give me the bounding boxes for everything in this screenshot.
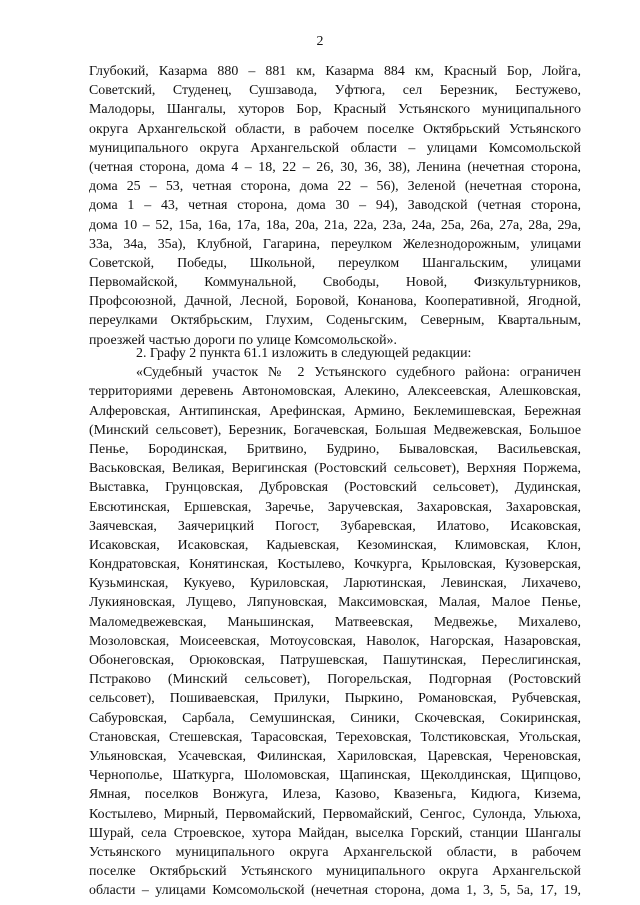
- text-line: Чернополье, Шаткурга, Шоломовская, Щапинская, Щеколдинская, Щипцово,: [89, 768, 581, 784]
- text-line: Выставка, Грунцовская, Дубровская (Ростовский сельсовет), Дудинская,: [89, 480, 581, 496]
- text-line: Мозоловская, Моисеевская, Мотоусовская, Наволок, Нагорская, Назаровская,: [89, 633, 581, 649]
- text-line: Пенье, Бородинская, Бритвино, Будрино, Бываловская, Васильевская,: [89, 441, 581, 457]
- text-line: области – улицами Комсомольской (нечетная сторона, дома 1, 3, 5, 5а, 17, 19,: [89, 883, 581, 899]
- text-line: Сабуровская, Сарбала, Семушинская, Синики, Скочевская, Сокиринская,: [89, 710, 581, 726]
- text-line: Становская, Стешевская, Тарасовская, Тереховская, Толстиковская, Угольская,: [89, 729, 581, 745]
- text-line: Профсоюзной, Дачной, Лесной, Боровой, Конанова, Кооперативной, Ягодной,: [89, 294, 581, 310]
- text-line: Евсютинская, Ершевская, Заречье, Заручевская, Захаровская, Захаровская,: [89, 499, 581, 515]
- amendment-section: [89, 344, 581, 900]
- text-line: Шурай, села Строевское, хутора Майдан, выселка Горский, станции Шангалы: [89, 825, 581, 841]
- text-line: (Минский сельсовет), Березник, Богачевская, Большая Медвежевская, Большое: [89, 422, 581, 438]
- text-line: 33а, 34а, 35а), Клубной, Гагарина, переулком Железнодорожным, улицами: [89, 236, 581, 252]
- text-line: сельсовет), Пошиваевская, Прилуки, Пыркино, Романовская, Рубчевская,: [89, 691, 581, 707]
- text-line: проезжей частью дороги по улице Комсомольской».: [89, 332, 397, 348]
- text-line: Маломедвежевская, Маньшинская, Матвеевская, Медвежье, Михалево,: [89, 614, 581, 630]
- text-line: дома 25 – 53, четная сторона, дома 22 – 56), Зеленой (нечетная сторона,: [89, 179, 581, 195]
- text-line: Советской, Победы, Школьной, переулком Шангальским, улицами: [89, 255, 581, 271]
- text-line: Устьянского муниципального округа Архангельской области, в рабочем: [89, 844, 581, 860]
- text-line: Советский, Студенец, Сушзавода, Уфтюга, сел Березник, Бестужево,: [89, 83, 581, 99]
- text-line: Ульяновская, Усачевская, Филинская, Хариловская, Царевская, Череновская,: [89, 748, 581, 764]
- text-line: Исаковская, Исаковская, Кадыевская, Кезоминская, Климовская, Клон,: [89, 537, 581, 553]
- text-line: Пстраково (Минский сельсовет), Погорельская, Подгорная (Ростовский: [89, 672, 581, 688]
- text-line: Заячевская, Заячерицкий Погост, Зубаревская, Илатово, Исаковская,: [89, 518, 581, 534]
- text-line: Лукияновская, Лущево, Ляпуновская, Максимовская, Малая, Малое Пенье,: [89, 595, 581, 611]
- page-number: 2: [316, 34, 324, 49]
- text-line: муниципального округа Архангельской области – улицами Комсомольской: [89, 140, 581, 156]
- paragraph-continuation: [89, 62, 581, 350]
- text-line: Кондратовская, Конятинская, Костылево, Кочкурга, Крыловская, Кузоверская,: [89, 557, 581, 573]
- text-line: (четная сторона, дома 4 – 18, 22 – 26, 30, 36, 38), Ленина (нечетная сторона,: [89, 159, 581, 175]
- text-line: Глубокий, Казарма 880 – 881 км, Казарма 884 км, Красный Бор, Лойга,: [89, 64, 581, 79]
- text-line: Первомайской, Коммунальной, Свободы, Новой, Физкультурников,: [89, 275, 581, 291]
- text-line: поселке Октябрьский Устьянского муниципального округа Архангельской: [89, 864, 581, 880]
- amendment-heading: 2. Графу 2 пункта 61.1 изложить в следующей редакции:: [136, 346, 472, 361]
- text-line: территориями деревень Автономовская, Алекино, Алексеевская, Алешковская,: [89, 384, 581, 400]
- text-line: дома 10 – 52, 15а, 16а, 17а, 18а, 20а, 21а, 22а, 23а, 24а, 25а, 26а, 27а, 28а, 29а,: [89, 217, 581, 233]
- text-line: Алферовская, Антипинская, Арефинская, Армино, Беклемишевская, Бережная: [89, 403, 581, 419]
- text-line: Костылево, Мирный, Первомайский, Первомайский, Сенгос, Сулонда, Ульюха,: [89, 806, 581, 822]
- text-line: Кузьминская, Кукуево, Куриловская, Ларютинская, Левинская, Лихачево,: [89, 576, 581, 592]
- text-line: Васьковская, Великая, Веригинская (Ростовский сельсовет), Верхняя Поржема,: [89, 461, 581, 477]
- text-line: Обонеговская, Орюковская, Патрушевская, Пашутинская, Переслигинская,: [89, 653, 581, 668]
- text-line: округа Архангельской области, в рабочем поселке Октябрьский Устьянского: [89, 121, 581, 137]
- text-line: дома 1 – 43, четная сторона, дома 30 – 94), Заводской (четная сторона,: [89, 198, 581, 214]
- text-line: Малодоры, Шангалы, хуторов Бор, Красный Устьянского муниципального: [89, 102, 581, 118]
- text-line: переулками Октябрьским, Глухим, Соденьгским, Северным, Квартальным,: [89, 313, 581, 329]
- text-line: Ямная, поселков Вонжуга, Илеза, Казово, Квазеньга, Кидюга, Кизема,: [89, 787, 581, 803]
- text-line: «Судебный участок № 2 Устьянского судебного района: ограничен: [136, 365, 581, 381]
